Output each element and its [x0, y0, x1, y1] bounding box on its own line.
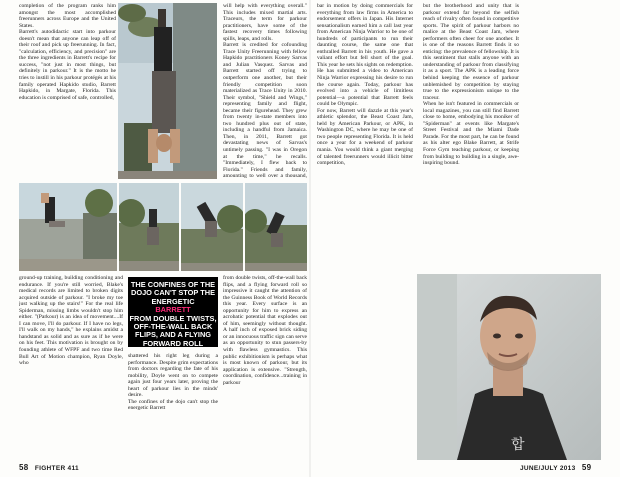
left-right-column: [223, 3, 307, 179]
left-bottom-column-2: [128, 353, 218, 461]
left-bottom-column-3: [223, 275, 307, 461]
right-column-2: [423, 3, 519, 273]
left-right-column-text: will help with everything overall." This includes mixed martial arts. Traceurs, the term for parkour practitioners, have some of the fastest recovery times following spills, leaps, and rolls. Barrett is credited for cofounding Trace Unity Freerunning with fellow Hapkido practitioners Koney Sarvas and Julian Vasquez. Sarvas and Barrett started off trying to outperform one another, but their friendly competition soon materialized as Trace Unity in 2010. Their symbol, "Shield and Wings," representing family and flight, became their figurehead. They grew from twenty in-state members into two hundred plus out of state, including a handful from Jamaica. Then, in 2011, Barrett got devastating news of Sarvas's untimely passing. "I was in Oregon at the time," he recalls. "Immediately, I flew back to Florida." Friends and family, amounting to well over a thousand,: [223, 3, 307, 179]
shirt-glyph: 합: [511, 437, 525, 453]
handstand-photo: [118, 3, 217, 179]
right-column-2-text: but the brotherhood and unity that is parkour extend far beyond the selfish reach of rivalry often found in competitive sports. The spirit of parkour harbors no malice at the Beast Coast Jam, where performers often cheer for one another. It is one of the reasons Barrett finds it so enticing: the prevalence of fellowship. It is this sentiment that stalls anyone with an understanding of parkour from classifying it as a sport. The APK is a leading force behind keeping the essence of parkour unblemished by competition by staying true to the expressionism unique to the traceur. When he isn't featured in commercials or local magazines, you can still find Barrett close to home, embodying his moniker of "Spiderman" at events like Margate's Street Festival and the Miami Dade Parade. For the most part, he can be found as his alter ego Blake Barrett, at Strife Force Gym teaching parkour, or keeping from building to building in a single, awe-inspiring bound.: [423, 3, 519, 167]
jump-sequence-photo-3: [245, 183, 307, 271]
right-column-1: [317, 3, 413, 273]
left-top-column-text: completion of the program ranks him amongst the most accomplished freerunners across Europe and the United States. Barrett's autodidactic start into parkour doesn't mean that anyone can leap off of their roof and pick up freerunning. In fact, "calculation, efficiency, and precision" are the three ingredients in Barrett's recipe for success, "not just in most things, but definitely in parkour." It is the motto he tries to instill in his parkour protégés at his family operated Hapkido studio, Barrett Hapkido, in Margate, Florida. This education is comprised of safe, controlled,: [19, 3, 116, 101]
right-column-1-text: bar in motion by doing commercials for everything from law firms in America to endorsement offers in Japan. His Internet sensationalism earned him a call last year from American Ninja Warrior to be one of hundreds of participants to run their daunting course, the same one that enthralled Barrett in his youth. He gave a valiant effort but fell short of the goal. This year he sets his sights on redemption. He has submitted a video to American Ninja Warrior expressing his desire to run the course again. Today, parkour has evolved into a vehicle of limitless potential—a potential that Barrett feels could be Olympic. For now, Barrett will dazzle at this year's athletic splendor, the Beast Coast Jam, held by American Parkour, or APK, in Washington DC, where he may be one of two people representing Florida. It is held once a year for a weekend of parkour mania. You would think a giant merging of talented freerunners would illicit bitter competition,: [317, 3, 413, 167]
pull-quote-highlight: BARRETT: [155, 305, 191, 315]
left-footer: [19, 463, 79, 472]
issue-date: JUNE/JULY 2013: [520, 465, 576, 472]
pull-quote-line-1: THE CONFINES OF THE DOJO CAN'T STOP THE ENERGETIC: [130, 280, 216, 306]
left-bottom-column-1-text: ground-up training, building conditioning and endurance. If you're still worried, Blake's medical records are limited to broken digits acquired outside of parkour. "I broke my toe just walking up the stairs!" For the real life Spiderman, missing limbs wouldn't stop him either. "(Parkour) is an idea of movement....If I can move, I'll do parkour. If I have no legs, I'll walk on my hands," he explains amidst a handstand as solid and as sure as if he were on his feet. This motivation is brought on by founding athlete of WFPF and two time Red Bull Art of Motion champion, Ryan Doyle, who: [19, 275, 123, 367]
left-bottom-column-1: [19, 275, 123, 461]
spread-gutter: [309, 0, 311, 477]
pull-quote-line-2: FROM DOUBLE TWISTS, OFF-THE-WALL BACK FLIPS, AND A FLYING FORWARD ROLL: [129, 313, 217, 348]
wall-flip-photo: [19, 183, 117, 271]
jump-sequence-photo-1: [119, 183, 179, 271]
left-bottom-column-2-text: shattered his right leg during a performance. Despite grim expectations from doctors regarding the fate of his mobility, Doyle went on to compete again just four years later, proving the heart of parkour lies in the minds' desire. The confines of the dojo can't stop the energetic Barrett: [128, 353, 218, 412]
pull-quote: [128, 277, 218, 347]
magazine-name: FIGHTER 411: [34, 465, 79, 472]
right-footer: [520, 463, 591, 472]
jump-sequence-photo-2: [181, 183, 243, 271]
left-page-number: 58: [19, 463, 29, 472]
left-bottom-column-3-text: from double twists, off-the-wall back flips, and a flying forward roll so impressive it caught the attention of the Guinness Book of World Records this year. Every surface is an opportunity for him to express an acrobatic potential that explodes out of him, seemingly without thought. A half inch of exposed brick siding or an innocuous traffic sign can serve as an opportunity to stun passers-by with flawless gymnastics. This public exhibitionism is perhaps what is most known of parkour, but its application is extensive. "Strength, coordination, confidence...training in parkour: [223, 275, 307, 386]
portrait-photo: [417, 274, 601, 460]
right-page-number: 59: [581, 463, 592, 472]
